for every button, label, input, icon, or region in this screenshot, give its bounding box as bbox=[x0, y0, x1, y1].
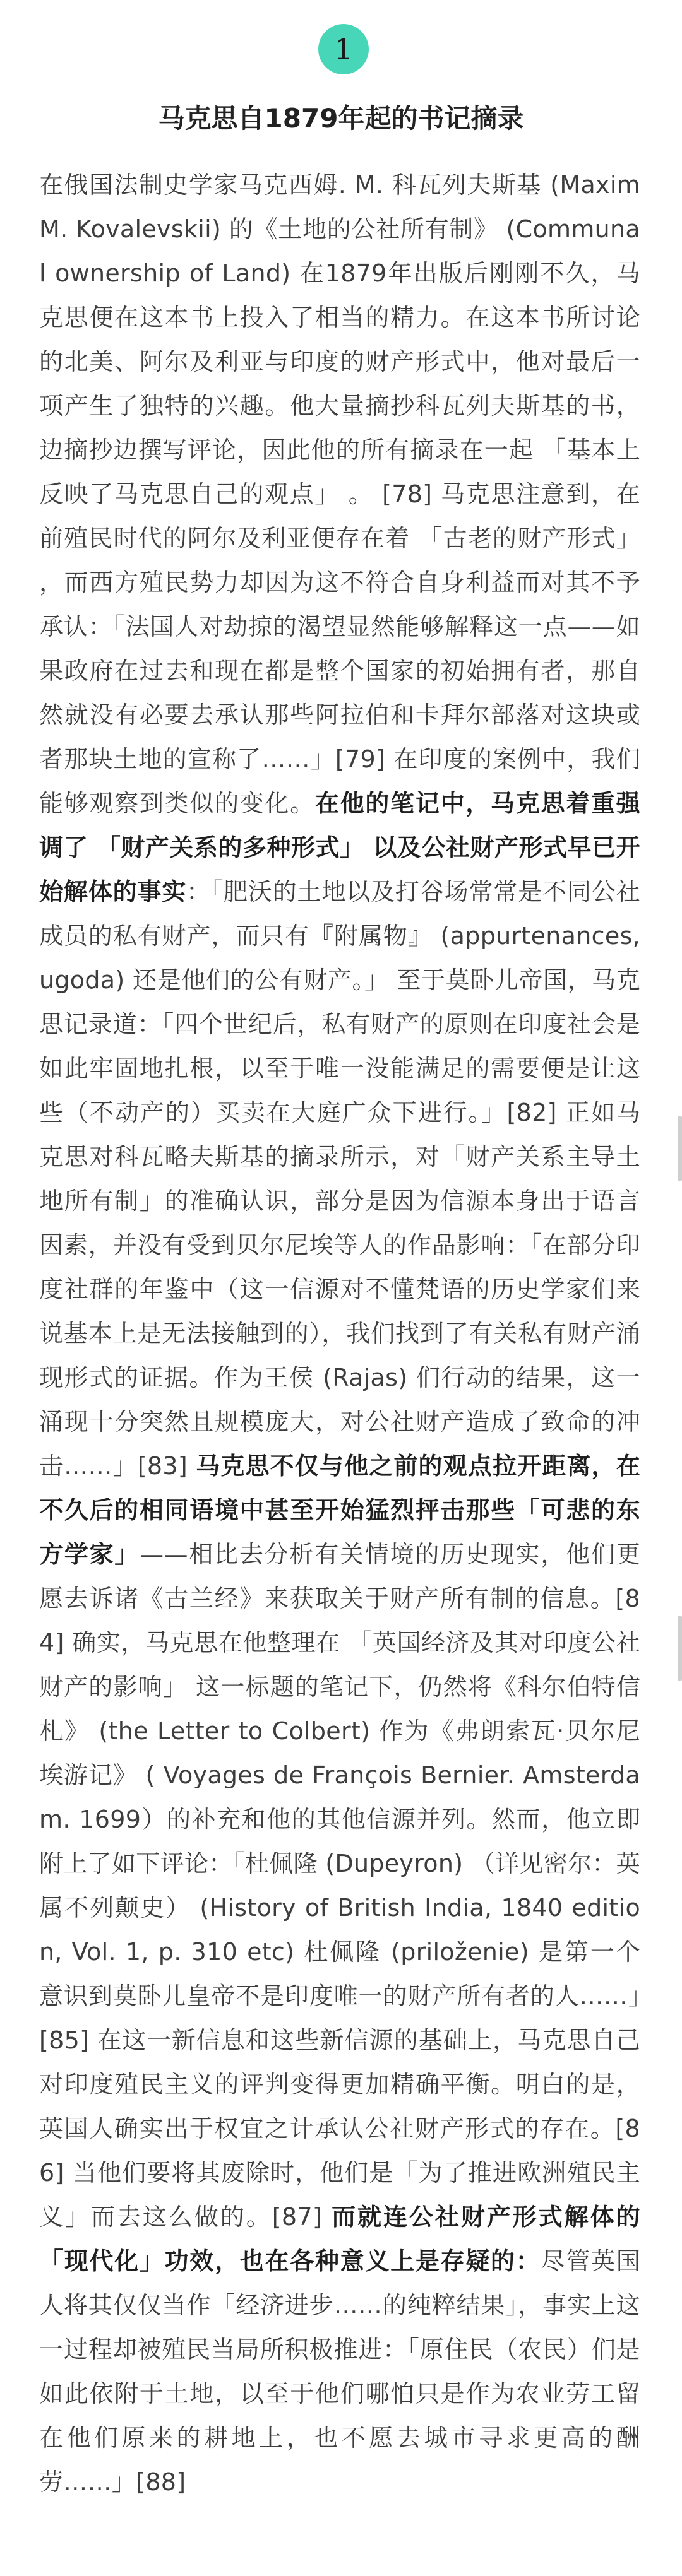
paragraph-text: 尽管英国人将其仅仅当作「经济进步……的纯粹结果」，事实上这一过程却被殖民当局所积极推进：「原住民（农民）们是如此依附于土地，以至于他们哪怕只是作为农业劳工留在他们原来的耕地上，也不愿去城市寻求更高的酬劳……」[88] bbox=[39, 2247, 640, 2496]
emphasis-text: 马克思不仅与他之前的观点拉开距离，在不久后的相同语境中甚至开始猛烈抨击那些「可悲的东方学家」 bbox=[39, 1452, 640, 1568]
emphasis-text: 而就连公社财产形式解体的「现代化」功效，也在各种意义上是存疑的： bbox=[39, 2203, 640, 2275]
scrollbar-thumb[interactable] bbox=[678, 1116, 682, 1181]
emphasis-text: 在他的笔记中，马克思着重强调了 「财产关系的多种形式」 以及公社财产形式早已开始解体的事实 bbox=[39, 789, 640, 906]
paragraph-text: 在俄国法制史学家马克西姆. M. 科瓦列夫斯基 (Maxim M. Kovalevskii) 的《土地的公社所有制》 (Communal ownership of Land) 在1879年出版后刚刚不久，马克思便在这本书上投入了相当的精力。在这本书所讨论的北美、阿尔及利亚与印度的财产形式中，他对最后一项产生了独特的兴趣。他大量摘抄科瓦列夫斯基的书，边摘抄边撰写评论，因此他的所有摘录在一起 「基本上反映了马克思自己的观点」 。 [78] 马克思注意到，在前殖民时代的阿尔及利亚便存在着 「古老的财产形式」 ，而西方殖民势力却因为这不符合自身利益而对其不予承认：「法国人对劫掠的渴望显然能够解释这一点——如果政府在过去和现在都是整个国家的初始拥有者，那自然就没有必要去承认那些阿拉伯和卡拜尔部落对这块或者那块土地的宣称了……」[79] 在印度的案例中，我们能够观察到类似的变化。 bbox=[39, 171, 640, 817]
article-paragraph bbox=[39, 163, 640, 2504]
paragraph-text: ：「肥沃的土地以及打谷场常常是不同公社成员的私有财产，而只有『附属物』 (appurtenances, ugoda) 还是他们的公有财产。」 至于莫卧儿帝国，马克思记录道：「四个世纪后，私有财产的原则在印度社会是如此牢固地扎根，以至于唯一没能满足的需要便是让这些（不动产的）买卖在大庭广众下进行。」[82] 正如马克思对科瓦略夫斯基的摘录所示，对「财产关系主导土地所有制」的准确认识，部分是因为信源本身出于语言因素，并没有受到贝尔尼埃等人的作品影响：「在部分印度社群的年鉴中（这一信源对不懂梵语的历史学家们来说基本上是无法接触到的），我们找到了有关私有财产涌现形式的证据。作为王侯 (Rajas) 们行动的结果，这一涌现十分突然且规模庞大，对公社财产造成了致命的冲击……」[83] bbox=[39, 878, 640, 1480]
scrollbar-thumb[interactable] bbox=[678, 1616, 682, 1681]
section-number-badge: 1 bbox=[318, 24, 369, 74]
paragraph-text: ——相比去分析有关情境的历史现实，他们更愿去诉诸《古兰经》来获取关于财产所有制的信息。[84] 确实，马克思在他整理在 「英国经济及其对印度公社财产的影响」 这一标题的笔记下，仍然将《科尔伯特信札》 (the Letter to Colbert) 作为《弗朗索瓦·贝尔尼埃游记》 ( Voyages de François Bernier. Amsterdam. 1699）的补充和他的其他信源并列。然而，他立即附上了如下评论：「杜佩隆 (Dupeyron) （详见密尔：英属不列颠史） (History of British India, 1840 edition, Vol. 1, p. 310 etc) 杜佩隆 (priloženie) 是第一个意识到莫卧儿皇帝不是印度唯一的财产所有者的人……」[85] 在这一新信息和这些新信源的基础上，马克思自己对印度殖民主义的评判变得更加精确平衡。明白的是，英国人确实出于权宜之计承认公社财产形式的存在。[86] 当他们要将其废除时，他们是「为了推进欧洲殖民主义」而去这么做的。[87] bbox=[39, 1540, 640, 2231]
section-title: 马克思自1879年起的书记摘录 bbox=[158, 103, 524, 134]
